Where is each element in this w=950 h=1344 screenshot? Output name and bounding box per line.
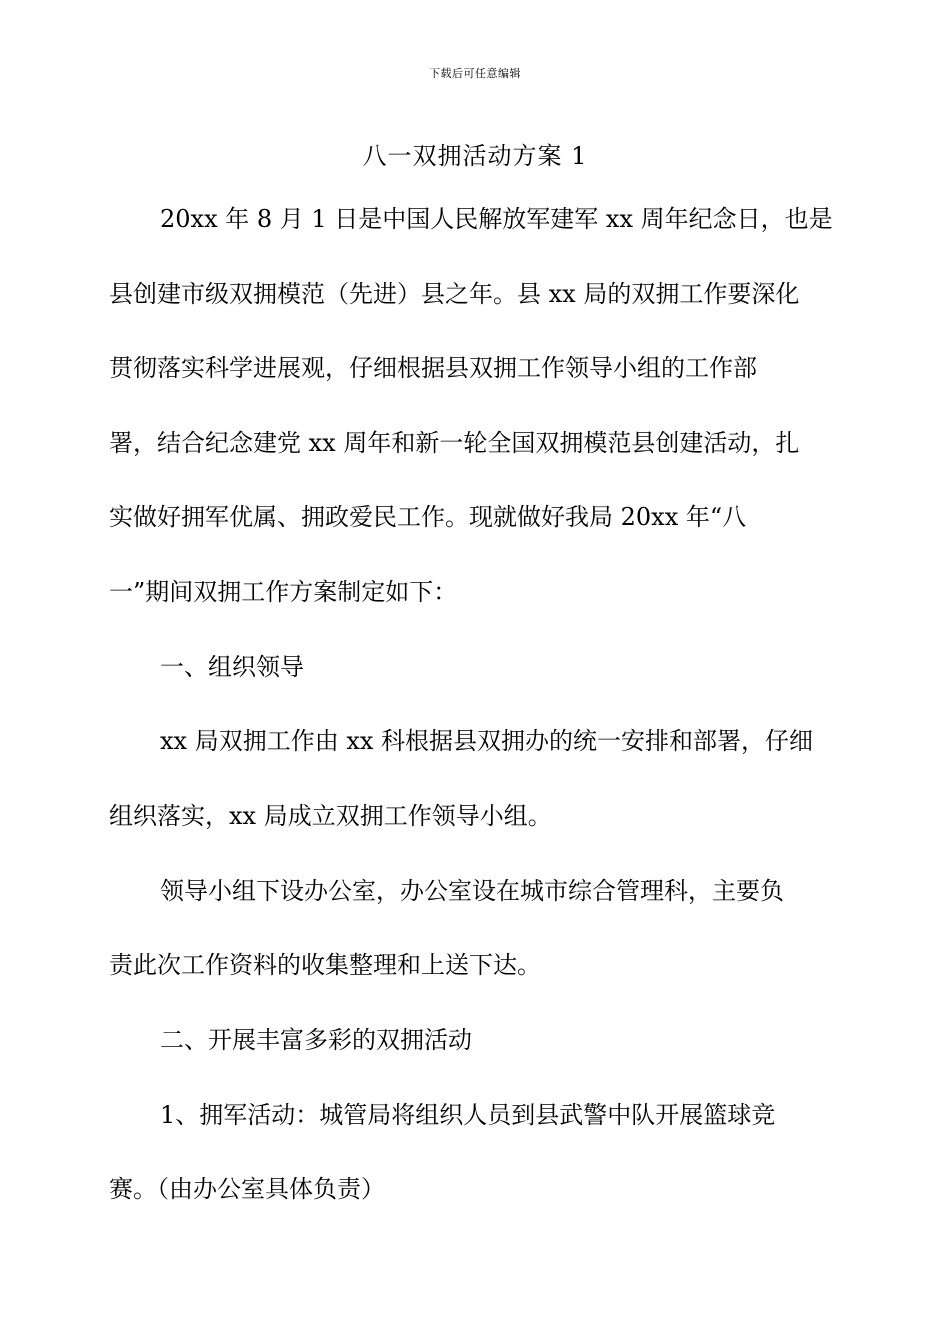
paragraph-line: 组织落实，xx 局成立双拥工作领导小组。 [109,802,552,830]
paragraph-line: 实做好拥军优属、拥政爱民工作。现就做好我局 20xx 年“八 [109,503,747,531]
section-heading: 二、开展丰富多彩的双拥活动 [160,1026,472,1054]
paragraph-line: 一”期间双拥工作方案制定如下： [109,578,458,606]
paragraph-line: 赛。（由办公室具体负责） [109,1175,385,1203]
paragraph-line: 20xx 年 8 月 1 日是中国人民解放军建军 xx 周年纪念日，也是 [160,205,833,233]
paragraph-line: xx 局双拥工作由 xx 科根据县双拥办的统一安排和部署，仔细 [160,727,814,755]
paragraph-line: 署，结合纪念建党 xx 周年和新一轮全国双拥模范县创建活动，扎 [109,429,800,457]
paragraph-line: 1、拥军活动：城管局将组织人员到县武警中队开展篮球竞 [160,1101,776,1129]
paragraph-line: 责此次工作资料的收集整理和上送下达。 [109,951,541,979]
document-title: 八一双拥活动方案 1 [362,142,588,170]
paragraph-line: 领导小组下设办公室，办公室设在城市综合管理科，主要负 [160,877,784,905]
paragraph-line: 贯彻落实科学进展观，仔细根据县双拥工作领导小组的工作部 [109,354,757,382]
header-note: 下载后可任意编辑 [429,67,521,80]
section-heading: 一、组织领导 [160,653,304,681]
paragraph-line: 县创建市级双拥模范（先进）县之年。县 xx 局的双拥工作要深化 [109,280,800,308]
